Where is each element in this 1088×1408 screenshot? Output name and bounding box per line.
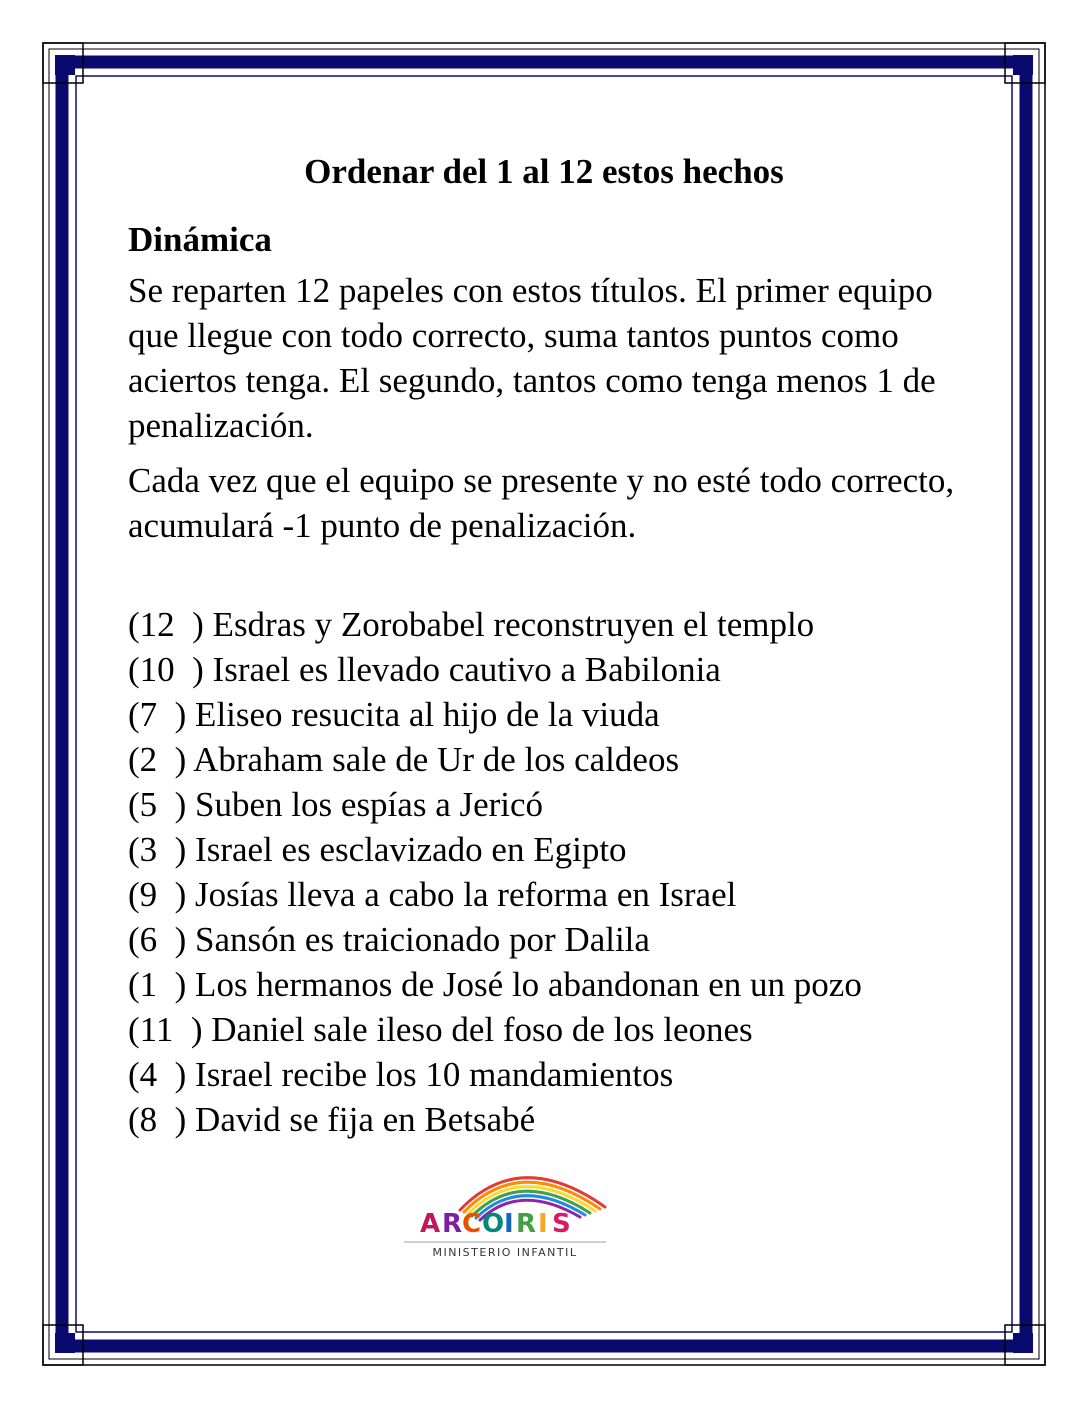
section-heading: Dinámica [128,220,272,259]
list-item: (6 ) Sansón es traicionado por Dalila [128,920,650,959]
list-item: (7 ) Eliseo resucita al hijo de la viuda [128,695,660,734]
instructions-paragraph-1: Se reparten 12 papeles con estos títulos. El primer equipo que llegue con todo correcto, suma tantos puntos como aciertos tenga. El segundo, tantos como tenga menos 1 de penalización. [128,271,936,445]
svg-text:R: R [442,1209,463,1239]
list-item: (5 ) Suben los espías a Jericó [128,785,544,824]
svg-text:MINISTERIO INFANTIL: MINISTERIO INFANTIL [432,1246,578,1259]
svg-text:C: C [462,1209,482,1239]
list-item: (11 ) Daniel sale ileso del foso de los leones [128,1010,753,1049]
list-item: (2 ) Abraham sale de Ur de los caldeos [128,740,680,779]
list-item: (10 ) Israel es llevado cautivo a Babilonia [128,650,721,689]
instructions-paragraph-2: Cada vez que el equipo se presente y no esté todo correcto, acumulará -1 punto de penalización. [128,461,955,545]
list-item: (4 ) Israel recibe los 10 mandamientos [128,1055,674,1094]
events-list [128,602,862,1142]
svg-text:I: I [504,1209,514,1239]
page-title: Ordenar del 1 al 12 estos hechos [304,152,784,191]
svg-text:I: I [538,1209,548,1239]
arcoiris-logo [400,1152,610,1262]
svg-text:S: S [552,1209,571,1239]
svg-text:O: O [482,1209,505,1239]
list-item: (8 ) David se fija en Betsabé [128,1100,536,1139]
list-item: (12 ) Esdras y Zorobabel reconstruyen el templo [128,605,815,644]
logo-letter: A [420,1209,441,1239]
list-item: (3 ) Israel es esclavizado en Egipto [128,830,627,869]
list-item: (9 ) Josías lleva a cabo la reforma en Israel [128,875,737,914]
list-item: (1 ) Los hermanos de José lo abandonan en un pozo [128,965,862,1004]
svg-text:R: R [516,1209,537,1239]
